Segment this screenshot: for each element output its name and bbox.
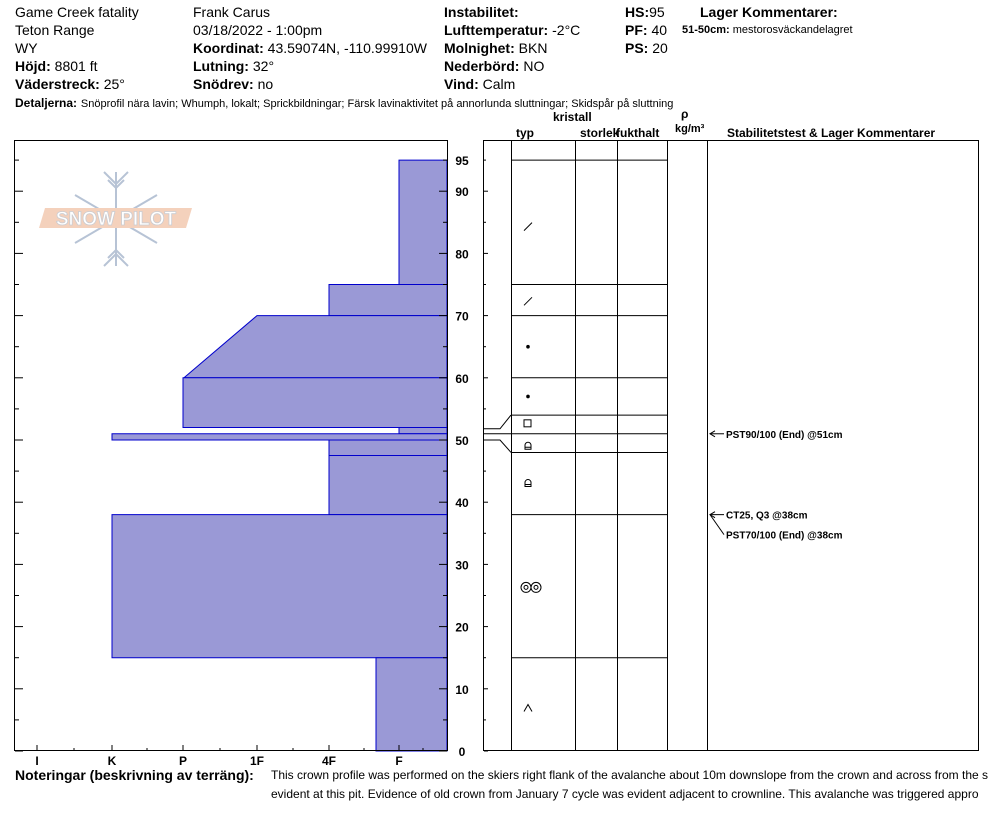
coordinates: Koordinat: 43.59074N, -110.99910W [193, 40, 427, 56]
snowpilot-logo [39, 172, 192, 266]
height-tick-label: 90 [455, 185, 469, 200]
boundary-connector [484, 415, 511, 429]
col-type: typ [516, 126, 534, 140]
col-stability: Stabilitetstest & Lager Kommentarer [727, 126, 936, 140]
layer-bar [399, 160, 447, 284]
height-tick-label: 20 [455, 620, 469, 635]
layer-bar [376, 658, 447, 751]
height-tick-label: 0 [458, 745, 466, 759]
range: Teton Range [15, 22, 95, 38]
instability-label: Instabilitet: [444, 4, 519, 20]
notes-line-1: This crown profile was performed on the skiers right flank of the avalanche about 10m downslope from the crown and across from the s [271, 768, 989, 782]
layer-bar [183, 378, 447, 428]
precip: Nederbörd: NO [444, 58, 545, 74]
observer: Frank Carus [193, 4, 271, 20]
mixed-forms-icon [525, 442, 531, 449]
layer-bar [329, 285, 447, 316]
table-frame [484, 141, 979, 751]
layer-bar [112, 434, 447, 440]
elevation: Höjd: 8801 ft [15, 58, 98, 74]
height-tick-label: 60 [455, 371, 469, 386]
height-tick-label: 70 [455, 309, 469, 324]
facets-icon [524, 420, 531, 427]
notes-label: Noteringar (beskrivning av terräng): [15, 767, 254, 783]
hardness-tick-label: P [178, 754, 188, 768]
hs: HS:95 [625, 4, 665, 20]
details: Detaljerna: Snöprofil nära lavin; Whumph, lokalt; Sprickbildningar; Färsk lavinaktivitet på annorlunda sluttningar; Skidspår på sluttning [15, 96, 674, 110]
pf: PF: 40 [625, 22, 668, 38]
hardness-tick-label: K [107, 754, 117, 768]
stability-test-label: CT25, Q3 @38cm [726, 510, 808, 522]
air-temp: Lufttemperatur: -2°C [444, 22, 581, 38]
aspect: Väderstreck: 25° [15, 76, 125, 92]
layer-bar [329, 456, 447, 515]
stability-test-label: PST90/100 (End) @51cm [726, 429, 843, 441]
notes-line-2: evident at this pit. Evidence of old crown from January 7 cycle was evident adjacent to crownline. This avalanche was triggered appro [271, 787, 979, 801]
melt-forms-icon [521, 582, 531, 592]
col-density-unit: kg/m³ [675, 123, 705, 135]
decomposing-icon [524, 297, 532, 305]
hardness-tick-label: I [35, 754, 39, 768]
stability-test-label: PST70/100 (End) @38cm [726, 530, 843, 542]
col-size: storlek [580, 126, 620, 140]
slope: Lutning: 32° [193, 58, 275, 74]
height-tick-label: 80 [455, 247, 469, 262]
layer-bar [184, 316, 447, 378]
height-tick-label: 50 [455, 434, 469, 448]
decomposing-icon [524, 223, 532, 231]
wind: Vind: Calm [444, 76, 516, 92]
height-tick-label: 95 [455, 154, 469, 169]
mixed-forms-icon [525, 480, 531, 487]
layer-bar [112, 515, 447, 658]
location: Game Creek fatality [15, 4, 139, 20]
melt-forms-icon [531, 582, 541, 592]
layer-comments-title: Lager Kommentarer: [700, 4, 838, 20]
stability-arrow [710, 515, 724, 535]
depth-hoar-icon [524, 704, 532, 711]
state: WY [15, 40, 38, 56]
height-tick-label: 40 [455, 496, 469, 511]
rounds-icon [527, 345, 530, 348]
height-tick-label: 30 [455, 558, 469, 573]
melt-forms-icon [524, 585, 528, 589]
drift: Snödrev: no [193, 76, 274, 92]
hardness-tick-label: 1F [249, 754, 265, 768]
boundary-connector [484, 440, 511, 452]
layer-comment: 51-50cm: mestorosväckandelagret [682, 24, 853, 36]
ps: PS: 20 [625, 40, 668, 56]
sky: Molnighet: BKN [444, 40, 548, 56]
datetime: 03/18/2022 - 1:00pm [193, 22, 323, 38]
logo-text: SNOW PILOT [55, 209, 177, 230]
layer-bar [329, 440, 447, 456]
melt-forms-icon [534, 585, 538, 589]
hardness-tick-label: 4F [321, 754, 337, 768]
col-rho: ρ [681, 107, 689, 121]
layer-bar [399, 428, 447, 434]
height-tick-label: 10 [455, 682, 469, 697]
col-crystal: kristall [553, 110, 592, 124]
col-moisture: fukthalt [616, 126, 660, 140]
hardness-tick-label: F [395, 754, 403, 768]
rounds-icon [527, 395, 530, 398]
